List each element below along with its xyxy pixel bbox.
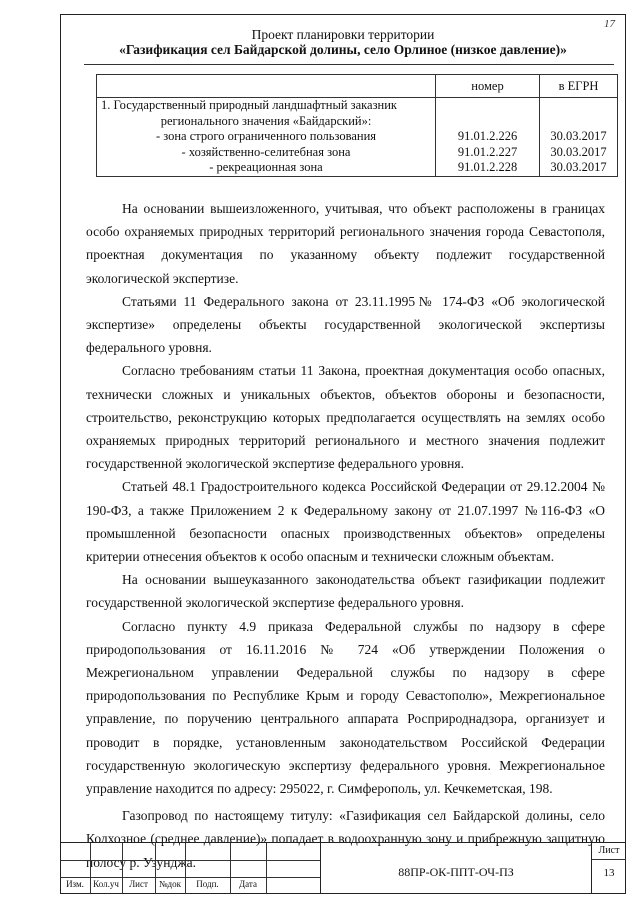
- zone-date: 30.03.2017: [550, 129, 607, 143]
- reserve-title-line2: регионального значения «Байдарский»:: [160, 113, 372, 128]
- zone-name: - зона строго ограниченного пользования: [155, 129, 377, 143]
- zone-name: - рекреационная зона: [209, 160, 323, 174]
- zone-date: 30.03.2017: [550, 144, 607, 159]
- project-title: Проект планировки территории: [251, 27, 435, 42]
- table-row: [97, 98, 618, 177]
- header-egrn: в ЕГРН: [540, 75, 618, 98]
- page-number: 17: [604, 18, 615, 30]
- stamp-label-change: Изм.: [66, 879, 84, 889]
- zone-date: 30.03.2017: [550, 160, 607, 174]
- stamp-label-signature: Подп.: [196, 879, 219, 889]
- revision-grid: [60, 843, 321, 894]
- paragraph: Согласно требованиям статьи 11 Закона, проектная документация особо опасных, технически сложных и уникальных объектов, объектов обороны и безопасности, строительство, реконструкцию которых предполагается осуществлять на землях особо охраняемых природных территорий регионального и местного значения подлежит государственной экологической экспертизе федерального уровня.: [86, 363, 605, 472]
- reserve-title-line1: 1. Государственный природный ландшафтный заказник: [101, 98, 397, 112]
- header-number: номер: [436, 75, 540, 98]
- project-subtitle: «Газификация сел Байдарской долины, село Орлиное (низкое давление)»: [119, 42, 567, 57]
- header-divider: [84, 64, 614, 65]
- stamp-label-sheet: Лист: [129, 879, 148, 889]
- document-code: 88ПР-ОК-ППТ-ОЧ-ПЗ: [398, 865, 514, 879]
- zone-number: 91.01.2.227: [457, 144, 518, 159]
- document-body: [86, 197, 605, 874]
- zone-names-cell: [97, 98, 436, 177]
- sheet-number: 13: [603, 867, 615, 879]
- paragraph: На основании вышеизложенного, учитывая, что объект расположены в границах особо охраняемых природных территорий регионального значения города Севастополя, проектная документация по указанному объекту подлежит государственной экологической экспертизе.: [86, 201, 605, 286]
- stamp-label-docnum: №док: [158, 879, 182, 889]
- paragraph: Согласно пункту 4.9 приказа Федеральной службы по надзору в сфере природопользования от 16.11.2016 № 724 «Об утверждении Положения о Межрегиональном управлении Федеральной службы по надзору в сфере природопользования по Республике Крым и городу Севастополю», Межрегиональное управление, по поручению центрального аппарата Росприроднадзора, организует и проводит в порядке, установленным законодательством Российской Федерации государственную экологическую экспертизу федерального уровня. Межрегиональное управление находится по адресу: 295022, г. Симферополь, ул. Кечкеметская, 198.: [86, 618, 605, 797]
- paragraph: Газопровод по настоящему титулу: «Газификация сел Байдарской долины, село Колхозное (среднее давление)» попадает в водоохранную зону и прибрежную защитную полосу р. Узунджа.: [86, 808, 605, 870]
- stamp-label-count: Кол.уч: [93, 879, 119, 889]
- zone-numbers-cell: [436, 98, 540, 177]
- stamp-label-date: Дата: [239, 879, 257, 889]
- table-header-row: [97, 75, 618, 98]
- sheet-box: [591, 843, 626, 894]
- paragraph: Статьями 11 Федерального закона от 23.11.1995№ 174-ФЗ «Об экологической экспертизе» определены объекты государственной экологической экспертизы федерального уровня.: [86, 293, 605, 356]
- zone-number: 91.01.2.226: [457, 129, 518, 143]
- title-block: [60, 842, 626, 894]
- zone-number: 91.01.2.228: [457, 160, 518, 174]
- paragraph: На основании вышеуказанного законодательства объект газификации подлежит государственной экологической экспертизе федерального уровня.: [86, 572, 605, 611]
- zone-dates-cell: [540, 98, 618, 177]
- sheet-label: Лист: [598, 845, 620, 856]
- zone-name: - хозяйственно-селитебная зона: [181, 144, 351, 159]
- paragraph: Статьей 48.1 Градостроительного кодекса Российской Федерации от 29.12.2004 № 190-ФЗ, а также Приложением 2 к Федеральному закону от 21.07.1997 №116-ФЗ «О промышленной безопасности опасных производственных объектов» определены критерии отнесения объектов к особо опасным и технически сложным объектам.: [86, 479, 605, 565]
- header-empty: [97, 75, 436, 98]
- protected-zones-table: [96, 74, 618, 177]
